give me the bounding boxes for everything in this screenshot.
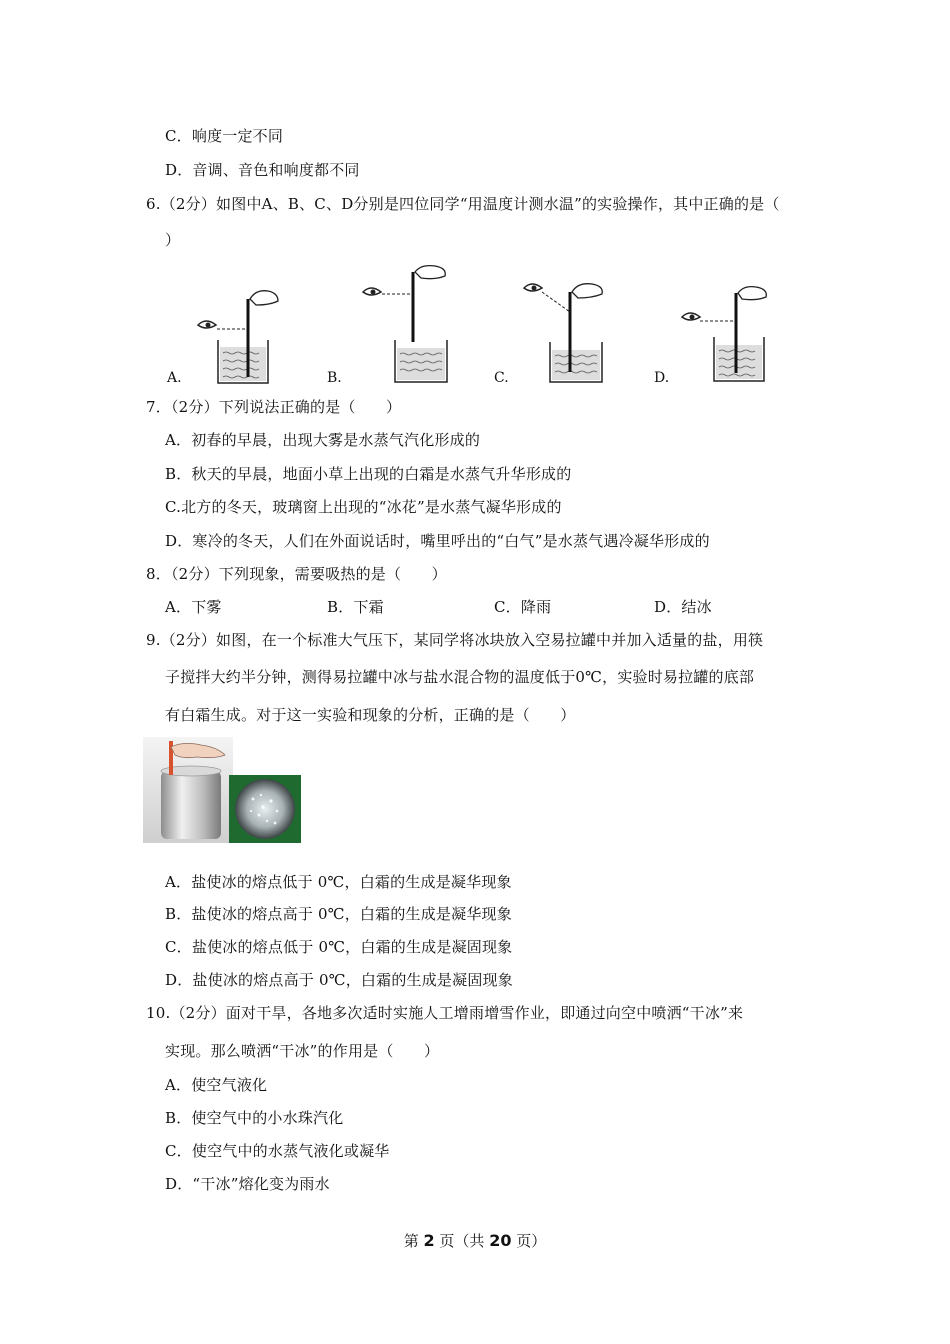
q9-option-c: C．盐使冰的熔点低于 0℃，白霜的生成是凝固现象 [165,938,513,956]
page-footer [0,1230,950,1251]
q10-option-a: A．使空气液化 [165,1076,268,1094]
thermometer-figure-b [355,262,455,387]
q9-option-d: D．盐使冰的熔点高于 0℃，白霜的生成是凝固现象 [165,971,513,989]
figure-label-b: B. [327,370,342,386]
footer-prefix: 第 [403,1232,419,1250]
q10-stem-line1: 10.（2分）面对干旱，各地多次适时实施人工增雨增雪作业，即通过向空中喷洒“干冰”来 [146,1004,744,1022]
q5-option-c: C．响度一定不同 [165,127,284,145]
q9-stem-line3: 有白霜生成。对于这一实验和现象的分析，正确的是（ ） [165,706,576,724]
q10-stem-line2: 实现。那么喷洒“干冰”的作用是（ ） [165,1042,440,1060]
q6-stem-line1: 6.（2分）如图中A、B、C、D分别是四位同学“用温度计测水温”的实验操作，其中正确的是（ [146,195,780,213]
q7-option-c: C.北方的冬天，玻璃窗上出现的“冰花”是水蒸气凝华形成的 [165,498,562,516]
q10-option-d: D．“干冰”熔化变为雨水 [165,1175,330,1193]
q5-option-d: D．音调、音色和响度都不同 [165,161,360,179]
figure-label-c: C. [494,370,509,386]
q7-option-d: D．寒冷的冬天，人们在外面说话时，嘴里呼出的“白气”是水蒸气遇冷凝华形成的 [165,532,710,550]
q10-option-c: C．使空气中的水蒸气液化或凝华 [165,1142,390,1160]
q6-stem-line2: ） [165,231,181,249]
q8-option-a: A．下雾 [165,598,222,616]
footer-page-number: 2 [423,1231,435,1250]
can-frost-photo [143,737,301,843]
thermometer-figure-a [190,285,280,390]
q8-option-c: C．降雨 [494,598,552,616]
q10-option-b: B．使空气中的小水珠汽化 [165,1109,344,1127]
footer-suffix: 页） [516,1232,547,1250]
thermometer-figure-c [520,272,620,387]
q8-stem: 8．（2分）下列现象，需要吸热的是（ ） [146,565,447,583]
q8-option-b: B．下霜 [327,598,384,616]
q7-option-a: A．初春的早晨，出现大雾是水蒸气汽化形成的 [165,431,481,449]
q7-option-b: B．秋天的早晨，地面小草上出现的白霜是水蒸气升华形成的 [165,465,572,483]
q7-stem: 7．（2分）下列说法正确的是（ ） [146,398,402,416]
q9-stem-line1: 9.（2分）如图，在一个标准大气压下，某同学将冰块放入空易拉罐中并加入适量的盐，用筷 [146,631,764,649]
figure-label-d: D. [654,370,670,386]
q9-option-a: A．盐使冰的熔点低于 0℃，白霜的生成是凝华现象 [165,873,512,891]
thermometer-figure-d [678,285,773,385]
q9-stem-line2: 子搅拌大约半分钟，测得易拉罐中冰与盐水混合物的温度低于0℃，实验时易拉罐的底部 [165,668,755,686]
q9-option-b: B．盐使冰的熔点高于 0℃，白霜的生成是凝华现象 [165,905,512,923]
footer-total-pages: 20 [489,1231,512,1250]
figure-label-a: A. [167,370,182,386]
q8-option-d: D．结冰 [654,598,712,616]
footer-middle: 页（共 [439,1232,485,1250]
